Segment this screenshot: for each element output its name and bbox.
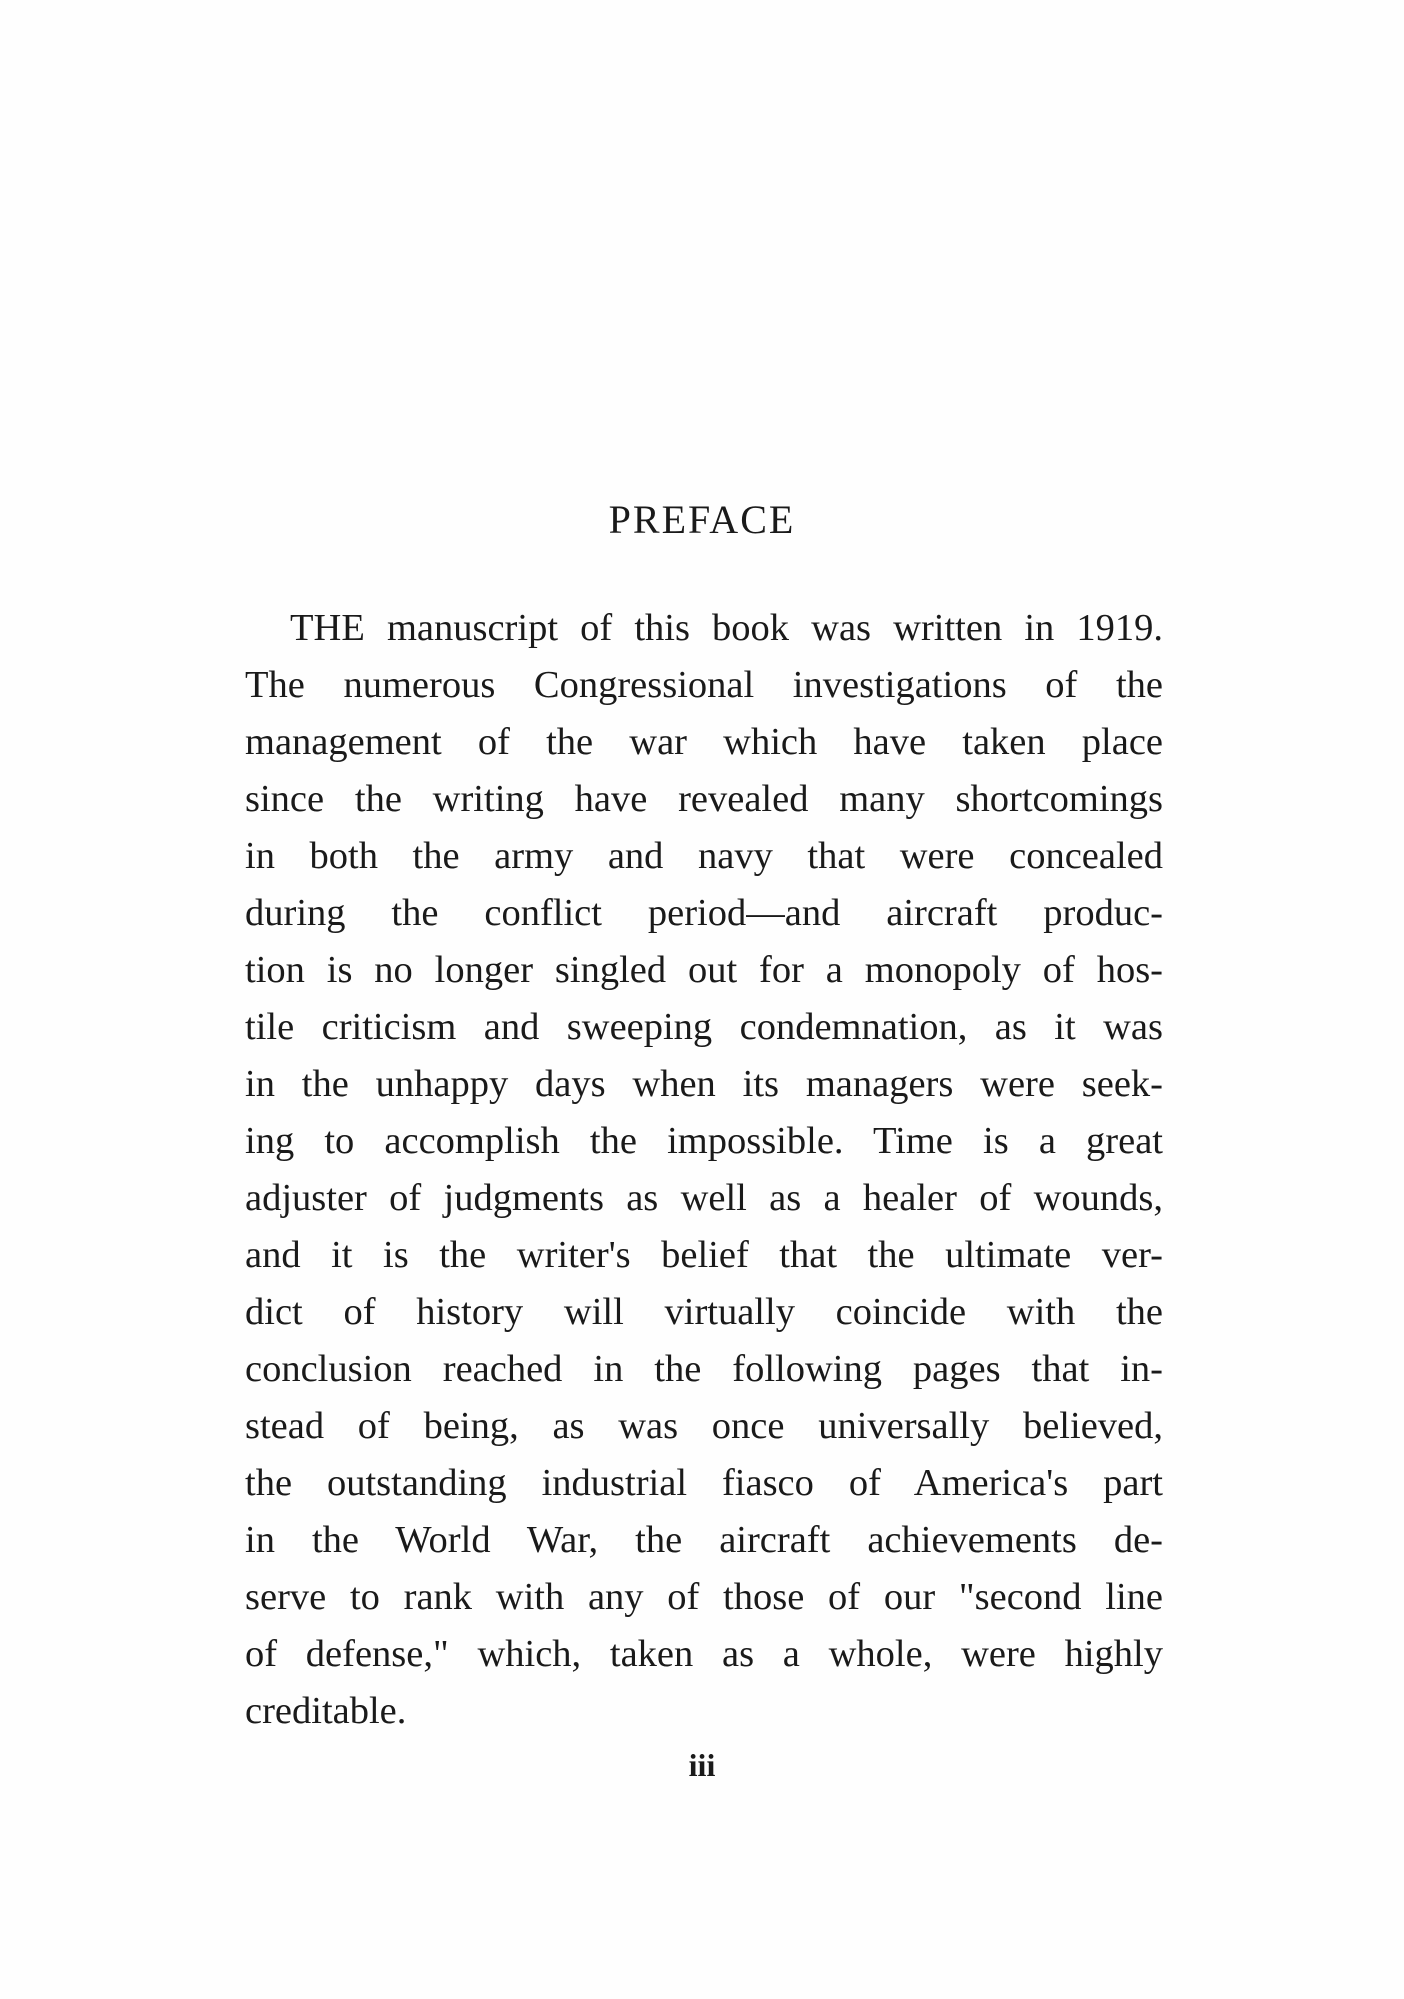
text-line: since the writing have revealed many shortcomings bbox=[245, 778, 1163, 820]
text-line: in both the army and navy that were concealed bbox=[245, 835, 1163, 877]
text-line: serve to rank with any of those of our "second line bbox=[245, 1576, 1163, 1618]
opening-word: THE bbox=[290, 607, 365, 649]
text-line: during the conflict period—and aircraft produc- bbox=[245, 892, 1163, 934]
text-line: in the unhappy days when its managers were seek- bbox=[245, 1063, 1163, 1105]
text-line: adjuster of judgments as well as a healer of wounds, bbox=[245, 1177, 1163, 1219]
text-line: tion is no longer singled out for a monopoly of hos- bbox=[245, 949, 1163, 991]
page-number: iii bbox=[688, 1747, 716, 1783]
text-line: and it is the writer's belief that the ultimate ver- bbox=[245, 1234, 1163, 1276]
text-line: in the World War, the aircraft achievements de- bbox=[245, 1519, 1163, 1561]
text-line: stead of being, as was once universally believed, bbox=[245, 1405, 1163, 1447]
text-line: the outstanding industrial fiasco of America's part bbox=[245, 1462, 1163, 1504]
text-line: dict of history will virtually coincide with the bbox=[245, 1291, 1163, 1333]
text-line: creditable. bbox=[245, 1690, 407, 1732]
text-line: conclusion reached in the following pages that in- bbox=[245, 1348, 1163, 1390]
text-line: management of the war which have taken place bbox=[245, 721, 1163, 763]
text-line: The numerous Congressional investigations of the bbox=[245, 664, 1163, 706]
page-heading: PREFACE bbox=[608, 497, 796, 542]
preface-paragraph bbox=[245, 600, 1163, 1740]
text-line: of defense," which, taken as a whole, were highly bbox=[245, 1633, 1163, 1675]
text-line: THE manuscript of this book was written in 1919. bbox=[290, 607, 1163, 649]
text-line: ing to accomplish the impossible. Time is a great bbox=[245, 1120, 1163, 1162]
text-line: tile criticism and sweeping condemnation, as it was bbox=[245, 1006, 1163, 1048]
